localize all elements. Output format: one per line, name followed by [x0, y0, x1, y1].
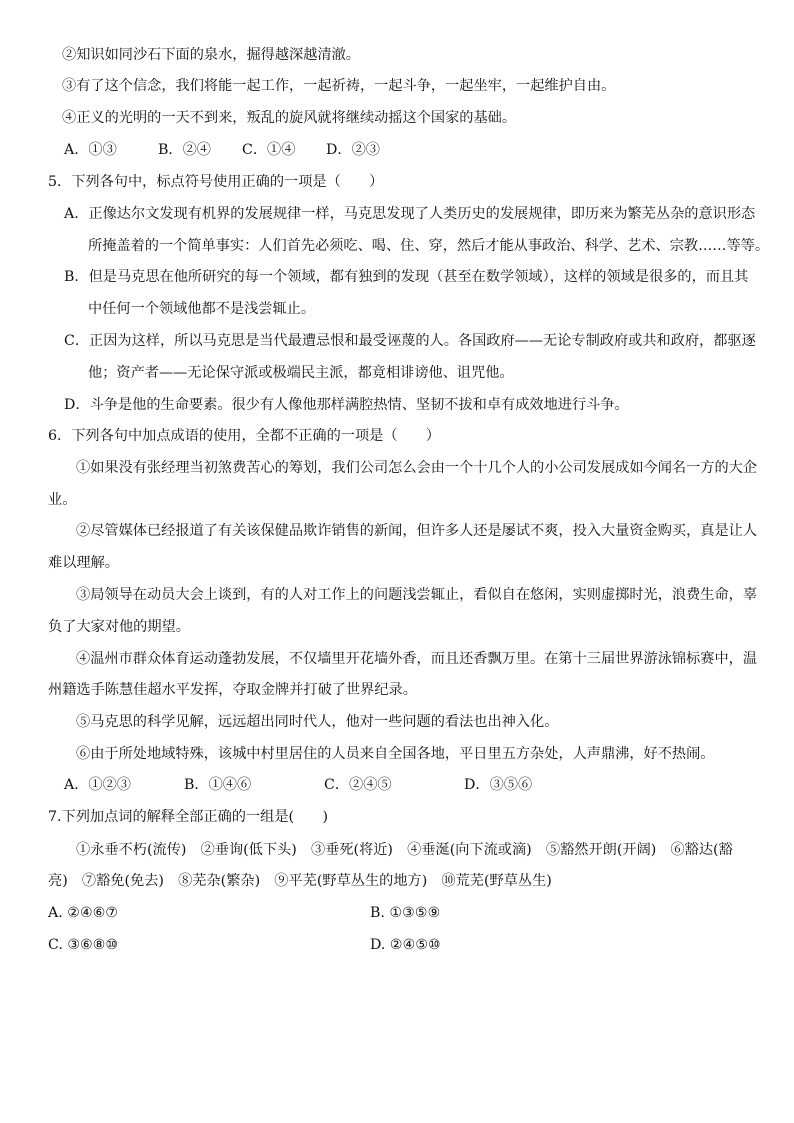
q6-item-2-line2: 难以理解。	[48, 555, 119, 571]
q6-option-d: D．③⑤⑥	[464, 777, 533, 793]
q4-option-a: A．①③	[64, 142, 117, 158]
q6-option-b: B．①④⑥	[184, 777, 252, 793]
q6-item-5: ⑤马克思的科学见解，远远超出同时代人，他对一些问题的看法也出神入化。	[76, 714, 559, 730]
q4-item-3: ③有了这个信念，我们将能一起工作，一起祈祷，一起斗争，一起坐牢，一起维护自由。	[62, 78, 616, 94]
q6-item-2-line1: ②尽管媒体已经报道了有关该保健品欺诈销售的新闻，但许多人还是屡试不爽，投入大量资金购买，真是让人	[76, 523, 758, 539]
q6-option-c: C．②④⑤	[324, 777, 392, 793]
q5-option-b-line2: 中任何一个领域他都不是浅尝辄止。	[88, 301, 316, 317]
q7-stem: 7.下列加点词的解释全部正确的一组是( )	[48, 809, 328, 825]
q4-option-b: B．②④	[158, 142, 211, 158]
q5-option-d: D．斗争是他的生命要素。很少有人像他那样满腔热情、坚韧不拔和卓有成效地进行斗争。	[64, 397, 629, 413]
q7-option-b: B. ①③⑤⑨	[370, 905, 441, 921]
q6-item-4-line2: 州籍选手陈慧佳超水平发挥，夺取金牌并打破了世界纪录。	[48, 682, 417, 698]
q6-item-1-line2: 业。	[48, 492, 77, 508]
q6-item-1-line1: ①如果没有张经理当初煞费苦心的筹划，我们公司怎么会由一个十几个人的小公司发展成如今闻名一方的大企	[76, 460, 758, 476]
q5-option-a-line1: A．正像达尔文发现有机界的发展规律一样，马克思发现了人类历史的发展规律，即历来为繁芜丛杂的意识形态	[64, 206, 756, 222]
q7-option-d: D. ②④⑤⑩	[370, 937, 441, 953]
q7-list-line1: ①永垂不朽(流传) ②垂询(低下头) ③垂死(将近) ④垂涎(向下流或滴) ⑤豁然开朗(开阔) ⑥豁达(豁	[76, 842, 733, 858]
q4-item-4: ④正义的光明的一天不到来，叛乱的旋风就将继续动摇这个国家的基础。	[62, 110, 517, 126]
q7-list-line2: 亮) ⑦豁免(免去) ⑧芜杂(繁杂) ⑨平芜(野草丛生的地方) ⑩荒芜(野草丛生)	[48, 873, 552, 889]
q7-option-a: A. ②④⑥⑦	[48, 905, 119, 921]
q5-option-c-line1: C．正因为这样，所以马克思是当代最遭忌恨和最受诬蔑的人。各国政府——无论专制政府或共和政府，都驱逐	[64, 333, 756, 349]
q6-item-4-line1: ④温州市群众体育运动蓬勃发展，不仅墙里开花墙外香，而且还香飘万里。在第十三届世界游泳锦标赛中，温	[76, 651, 758, 667]
q4-options	[64, 140, 380, 160]
q6-item-3-line1: ③局领导在动员大会上谈到，有的人对工作上的问题浅尝辄止，看似自在悠闲，实则虚掷时光，浪费生命，辜	[76, 587, 758, 603]
q5-option-c-line2: 他；资产者——无论保守派或极端民主派，都竟相诽谤他、诅咒他。	[88, 365, 514, 381]
q4-option-c: C．①④	[242, 142, 296, 158]
q6-options	[64, 775, 532, 795]
q4-option-d: D．②③	[326, 142, 380, 158]
q5-stem: 5．下列各句中，标点符号使用正确的一项是（ ）	[48, 174, 384, 190]
q6-stem: 6．下列各句中加点成语的使用，全都不正确的一项是（ ）	[48, 428, 441, 444]
q6-item-6: ⑥由于所处地域特殊，该城中村里居住的人员来自全国各地，平日里五方杂处，人声鼎沸，好不热闹。	[76, 746, 715, 762]
q6-item-3-line2: 负了大家对他的期望。	[48, 619, 190, 635]
q5-option-a-line2: 所掩盖着的一个简单事实：人们首先必须吃、喝、住、穿，然后才能从事政治、科学、艺术、宗教……等等。	[88, 238, 770, 254]
q5-option-b-line1: B．但是马克思在他所研究的每一个领域，都有独到的发现（甚至在数学领域），这样的领域是很多的，而且其	[64, 269, 749, 285]
q7-option-c: C. ③⑥⑧⑩	[48, 937, 119, 953]
q4-item-2: ②知识如同沙石下面的泉水，掘得越深越清澈。	[62, 47, 360, 63]
q6-option-a: A．①②③	[64, 777, 131, 793]
